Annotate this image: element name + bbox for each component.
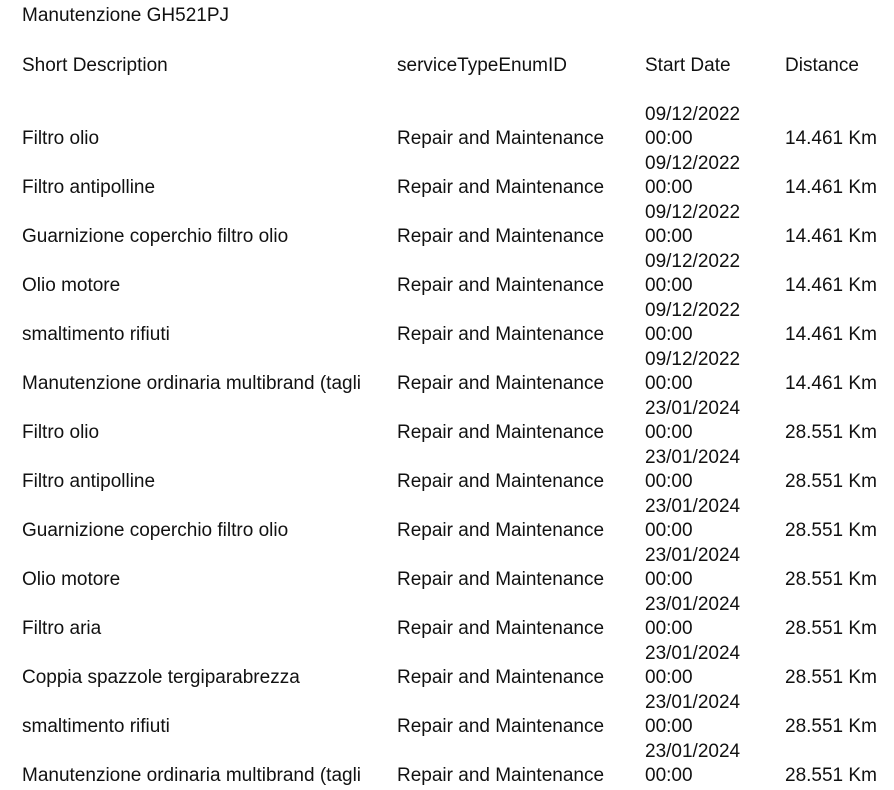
- cell-service-type: Repair and Maintenance: [397, 618, 605, 639]
- cell-start-date: [645, 299, 785, 348]
- cell-start-date: [645, 642, 785, 691]
- cell-description: smaltimento rifiuti: [22, 324, 170, 345]
- cell-service-type: Repair and Maintenance: [397, 667, 605, 688]
- cell-date: 23/01/2024: [645, 398, 741, 419]
- cell-distance: 14.461 Km: [785, 373, 877, 394]
- cell-time: 00:00: [645, 667, 693, 688]
- cell-service-type: Repair and Maintenance: [397, 765, 605, 786]
- cell-service-type: Repair and Maintenance: [397, 128, 605, 149]
- cell-description: smaltimento rifiuti: [22, 716, 170, 737]
- cell-description: Coppia spazzole tergiparabrezza: [22, 667, 300, 688]
- column-header-start-date: Start Date: [645, 55, 731, 76]
- cell-distance: 28.551 Km: [785, 618, 877, 639]
- cell-distance: 14.461 Km: [785, 324, 877, 345]
- cell-distance: 28.551 Km: [785, 716, 877, 737]
- cell-distance: 14.461 Km: [785, 177, 877, 198]
- column-header-distance: Distance: [785, 55, 859, 76]
- cell-date: 23/01/2024: [645, 496, 741, 517]
- cell-service-type: Repair and Maintenance: [397, 569, 605, 590]
- table-row: [22, 152, 894, 201]
- cell-start-date: [645, 495, 785, 544]
- cell-time: 00:00: [645, 275, 693, 296]
- cell-date: 09/12/2022: [645, 251, 741, 272]
- cell-distance: 28.551 Km: [785, 422, 877, 443]
- table-row: [22, 201, 894, 250]
- table-header: [22, 54, 894, 103]
- cell-start-date: [645, 103, 785, 152]
- cell-distance: 28.551 Km: [785, 765, 877, 786]
- cell-time: 00:00: [645, 324, 693, 345]
- cell-start-date: [645, 691, 785, 740]
- cell-service-type: Repair and Maintenance: [397, 226, 605, 247]
- cell-description: Guarnizione coperchio filtro olio: [22, 520, 289, 541]
- cell-service-type: Repair and Maintenance: [397, 275, 605, 296]
- table-row: [22, 495, 894, 544]
- cell-start-date: [645, 544, 785, 593]
- cell-service-type: Repair and Maintenance: [397, 324, 605, 345]
- cell-time: 00:00: [645, 569, 693, 590]
- cell-time: 00:00: [645, 471, 693, 492]
- cell-date: 09/12/2022: [645, 202, 741, 223]
- cell-description: Filtro antipolline: [22, 177, 156, 198]
- cell-date: 09/12/2022: [645, 153, 741, 174]
- table-body: [22, 103, 894, 789]
- cell-time: 00:00: [645, 373, 693, 394]
- table-row: [22, 642, 894, 691]
- cell-start-date: [645, 348, 785, 397]
- table-row: [22, 250, 894, 299]
- cell-time: 00:00: [645, 226, 693, 247]
- cell-distance: 28.551 Km: [785, 520, 877, 541]
- cell-description: Olio motore: [22, 275, 121, 296]
- cell-time: 00:00: [645, 618, 693, 639]
- cell-time: 00:00: [645, 520, 693, 541]
- cell-service-type: Repair and Maintenance: [397, 422, 605, 443]
- table-row: [22, 348, 894, 397]
- cell-date: 09/12/2022: [645, 300, 741, 321]
- cell-distance: 28.551 Km: [785, 569, 877, 590]
- cell-start-date: [645, 152, 785, 201]
- table-row: [22, 740, 894, 789]
- cell-start-date: [645, 397, 785, 446]
- cell-service-type: Repair and Maintenance: [397, 716, 605, 737]
- table-row: [22, 103, 894, 152]
- cell-start-date: [645, 250, 785, 299]
- cell-time: 00:00: [645, 177, 693, 198]
- cell-start-date: [645, 446, 785, 495]
- cell-date: 23/01/2024: [645, 692, 741, 713]
- cell-description: Filtro aria: [22, 618, 102, 639]
- table-row: [22, 299, 894, 348]
- cell-description: Guarnizione coperchio filtro olio: [22, 226, 289, 247]
- maintenance-table: [22, 54, 894, 789]
- cell-date: 23/01/2024: [645, 643, 741, 664]
- cell-service-type: Repair and Maintenance: [397, 520, 605, 541]
- cell-date: 23/01/2024: [645, 447, 741, 468]
- page-title: Manutenzione GH521PJ: [22, 5, 230, 26]
- cell-description: Filtro antipolline: [22, 471, 156, 492]
- cell-date: 09/12/2022: [645, 104, 741, 125]
- cell-distance: 14.461 Km: [785, 275, 877, 296]
- cell-time: 00:00: [645, 716, 693, 737]
- cell-description: Olio motore: [22, 569, 121, 590]
- cell-date: 23/01/2024: [645, 545, 741, 566]
- cell-time: 00:00: [645, 128, 693, 149]
- cell-start-date: [645, 593, 785, 642]
- column-header-description: Short Description: [22, 55, 168, 76]
- cell-start-date: [645, 740, 785, 789]
- cell-distance: 28.551 Km: [785, 667, 877, 688]
- cell-description: Filtro olio: [22, 422, 100, 443]
- cell-description: Manutenzione ordinaria multibrand (tagli: [22, 373, 362, 394]
- table-row: [22, 593, 894, 642]
- column-header-service-type: serviceTypeEnumID: [397, 55, 568, 76]
- cell-description: Filtro olio: [22, 128, 100, 149]
- table-row: [22, 446, 894, 495]
- cell-time: 00:00: [645, 422, 693, 443]
- cell-service-type: Repair and Maintenance: [397, 177, 605, 198]
- table-row: [22, 544, 894, 593]
- cell-date: 09/12/2022: [645, 349, 741, 370]
- cell-distance: 28.551 Km: [785, 471, 877, 492]
- cell-date: 23/01/2024: [645, 594, 741, 615]
- cell-distance: 14.461 Km: [785, 128, 877, 149]
- cell-distance: 14.461 Km: [785, 226, 877, 247]
- cell-service-type: Repair and Maintenance: [397, 373, 605, 394]
- table-row: [22, 397, 894, 446]
- cell-start-date: [645, 201, 785, 250]
- cell-time: 00:00: [645, 765, 693, 786]
- cell-service-type: Repair and Maintenance: [397, 471, 605, 492]
- cell-date: 23/01/2024: [645, 741, 741, 762]
- table-row: [22, 691, 894, 740]
- cell-description: Manutenzione ordinaria multibrand (tagli: [22, 765, 362, 786]
